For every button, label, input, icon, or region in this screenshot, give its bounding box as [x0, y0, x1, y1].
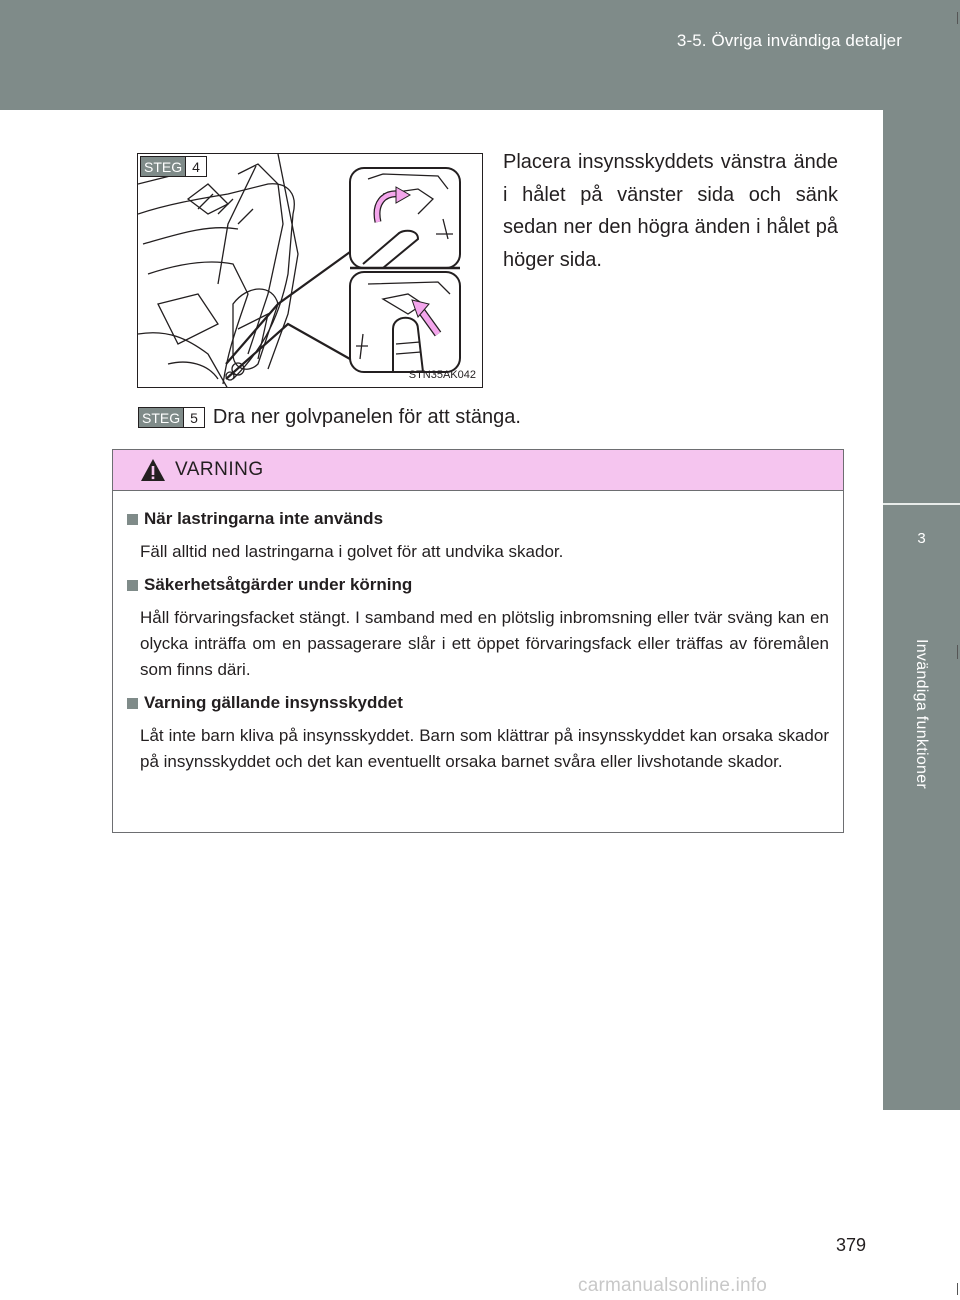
- watermark-text: carmanualsonline.info: [578, 1275, 768, 1296]
- page-header: [0, 0, 960, 110]
- warning-body: [113, 491, 843, 775]
- section-title: 3-5. Övriga invändiga detaljer: [676, 31, 902, 50]
- crop-mark: [957, 645, 958, 659]
- warning-item-heading: Säkerhetsåtgärder under körning: [144, 575, 413, 594]
- side-tab-divider: [883, 503, 960, 505]
- figure-code: STN35AK042: [408, 369, 476, 381]
- step-5: [138, 406, 521, 429]
- step-5-instruction: Dra ner golvpanelen för att stänga.: [212, 406, 521, 428]
- chapter-side-tab: [883, 110, 960, 1110]
- crop-mark: [957, 1283, 958, 1295]
- step-4-instruction: Placera insynsskyddets vänstra ände i hålet på vänster sida och sänk sedan ner den högra änden i hålet på höger sida.: [503, 151, 838, 271]
- step-4-badge: [140, 156, 207, 177]
- warning-title: VARNING: [175, 459, 264, 480]
- chapter-label: Invändiga funktioner: [913, 638, 930, 790]
- square-bullet-icon: [127, 514, 138, 525]
- crop-mark: [957, 12, 958, 24]
- cargo-cover-illustration: [138, 154, 483, 388]
- illustration-figure: [137, 153, 483, 388]
- warning-header: [113, 450, 843, 491]
- warning-item-text: Fäll alltid ned lastringarna i golvet för att undvika skador.: [140, 542, 564, 561]
- step-label: STEG: [139, 408, 183, 427]
- step-5-badge: [138, 407, 205, 428]
- warning-triangle-icon: [139, 457, 167, 483]
- step-number: 4: [185, 157, 206, 176]
- square-bullet-icon: [127, 580, 138, 591]
- chapter-number: 3: [917, 530, 926, 547]
- step-label: STEG: [141, 157, 185, 176]
- warning-item-title: [127, 509, 829, 529]
- step-number: 5: [183, 408, 204, 427]
- warning-item-title: [127, 693, 829, 713]
- square-bullet-icon: [127, 698, 138, 709]
- warning-item-heading: När lastringarna inte används: [144, 509, 384, 528]
- warning-item-heading: Varning gällande insynsskyddet: [144, 693, 403, 712]
- warning-box: [112, 449, 844, 833]
- warning-item-title: [127, 575, 829, 595]
- warning-item-text: Håll förvaringsfacket stängt. I samband med en plötslig inbromsning eller tvär sväng kan en olycka inträffa om en passagerare slår i ett öppet förvaringsfack eller träffas av föremålen som finns däri.: [140, 608, 829, 679]
- page-number: 379: [836, 1235, 867, 1255]
- warning-item-text: Låt inte barn kliva på insynsskyddet. Barn som klättrar på insynsskyddet kan orsaka skador på insynsskyddet och det kan eventuellt orsaka barnet svåra eller livshotande skador.: [140, 726, 829, 771]
